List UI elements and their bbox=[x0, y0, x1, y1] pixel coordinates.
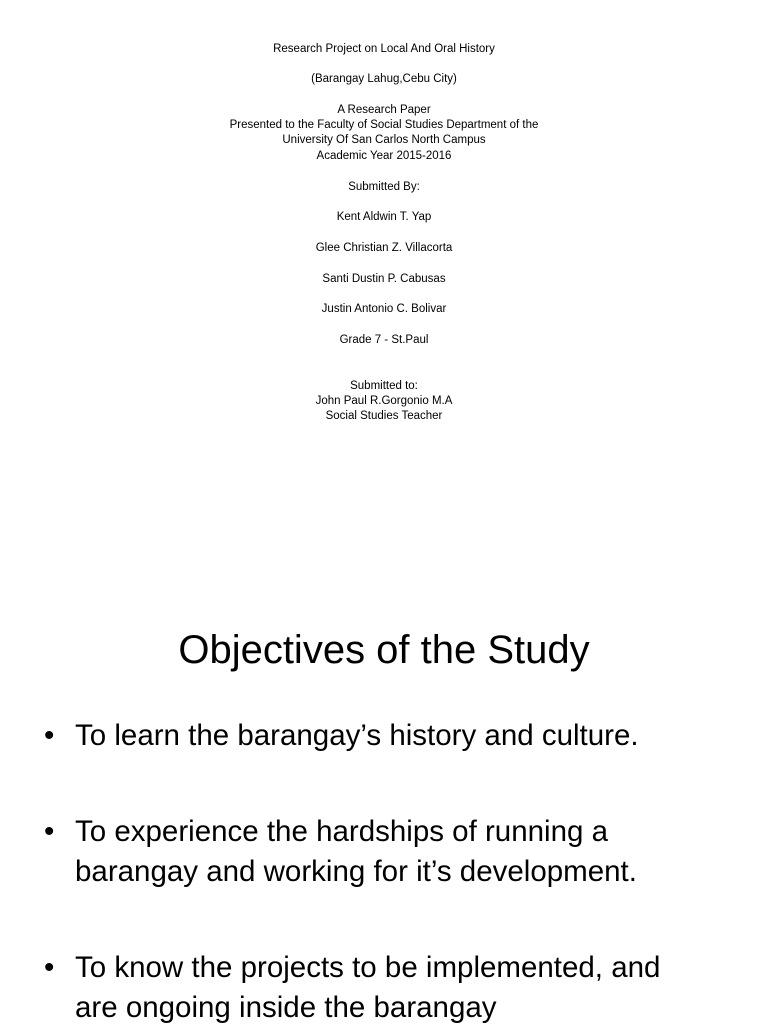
author-name: Glee Christian Z. Villacorta bbox=[315, 242, 453, 254]
objective-text: To know the projects to be implemented, and bbox=[75, 951, 661, 984]
paper-type: A Research Paper bbox=[337, 104, 431, 116]
objective-item bbox=[44, 948, 734, 1028]
presented-line: Presented to the Faculty of Social Studies Department of the bbox=[229, 119, 539, 131]
academic-year-line: Academic Year 2015-2016 bbox=[316, 150, 452, 162]
grade-section: Grade 7 - St.Paul bbox=[339, 334, 429, 346]
research-title: Research Project on Local And Oral History bbox=[273, 43, 495, 55]
bullet-icon: • bbox=[44, 719, 55, 752]
submitted-by-label: Submitted By: bbox=[348, 181, 420, 193]
objective-item bbox=[44, 716, 734, 756]
objectives-title: Objectives of the Study bbox=[178, 628, 590, 672]
author-name: Santi Dustin P. Cabusas bbox=[322, 273, 446, 285]
bullet-icon: • bbox=[44, 951, 55, 984]
objectives-slide bbox=[0, 576, 768, 1024]
objective-text: barangay and working for it’s development. bbox=[75, 855, 637, 888]
author-name: Kent Aldwin T. Yap bbox=[336, 211, 432, 223]
objective-item bbox=[44, 812, 734, 892]
university-line: University Of San Carlos North Campus bbox=[282, 134, 486, 146]
objective-text: are ongoing inside the barangay bbox=[75, 991, 497, 1024]
bullet-icon: • bbox=[44, 815, 55, 848]
submitted-to-label: Submitted to: bbox=[350, 380, 418, 392]
teacher-name: John Paul R.Gorgonio M.A bbox=[315, 395, 453, 407]
objective-text: To learn the barangay’s history and culture. bbox=[75, 719, 639, 752]
author-name: Justin Antonio C. Bolivar bbox=[321, 303, 447, 315]
objective-text: To experience the hardships of running a bbox=[75, 815, 608, 848]
teacher-title: Social Studies Teacher bbox=[325, 410, 443, 422]
location-line: (Barangay Lahug,Cebu City) bbox=[311, 73, 457, 85]
